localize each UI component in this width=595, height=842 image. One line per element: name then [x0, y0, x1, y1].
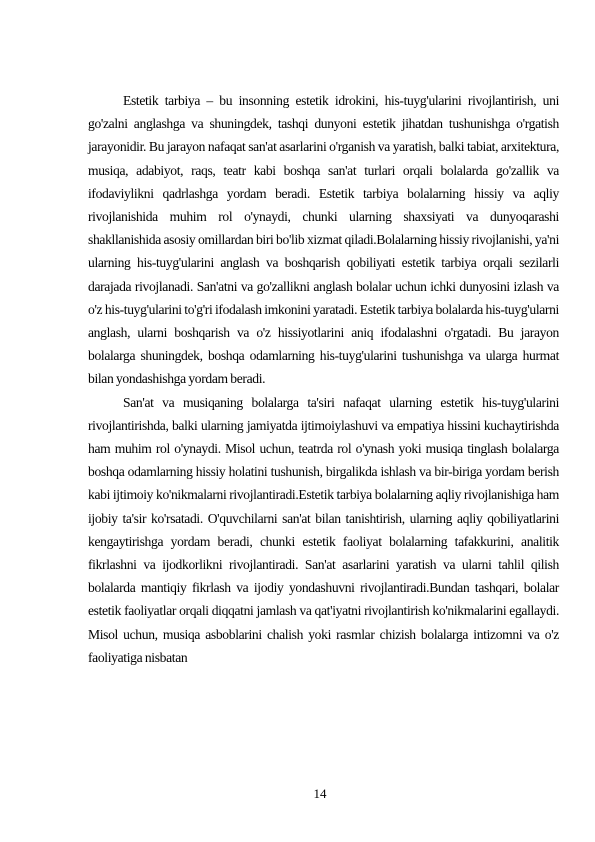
page-number: 14 [313, 786, 327, 801]
page-body [88, 89, 559, 669]
paragraph-1: Estetik tarbiya – bu insonning estetik idrokini, his-tuyg'ularini rivojlantirish, uni go'zalni anglashga va shuningdek, tashqi dunyoni estetik jihatdan tushunishga o'rgatish jarayonidir. Bu jarayon nafaqat san'at asarlarini o'rganish va yaratish, balki tabiat, arxitektura, musiqa, adabiyot, raqs, teatr kabi boshqa san'at turlari orqali bolalarda go'zallik va ifodaviylikni qadrlashga yordam beradi. Estetik tarbiya bolalarning hissiy va aqliy rivojlanishida muhim rol o'ynaydi, chunki ularning shaxsiyati va dunyoqarashi shakllanishida asosiy omillardan biri bo'lib xizmat qiladi.Bolalarning hissiy rivojlanishi, ya'ni ularning his-tuyg'ularini anglash va boshqarish qobiliyati estetik tarbiya orqali sezilarli darajada rivojlanadi. San'atni va go'zallikni anglash bolalar uchun ichki dunyosini izlash va o'z his-tuyg'ularini to'g'ri ifodalash imkonini yaratadi. Estetik tarbiya bolalarda his-tuyg'ularni anglash, ularni boshqarish va o'z hissiyotlarini aniq ifodalashni o'rgatadi. Bu jarayon bolalarga shuningdek, boshqa odamlarning his-tuyg'ularini tushunishga va ularga hurmat bilan yondashishga yordam beradi. [88, 93, 559, 387]
paragraph-2: San'at va musiqaning bolalarga ta'siri nafaqat ularning estetik his-tuyg'ularini rivojlantirishda, balki ularning jamiyatda ijtimoiylashuvi va empatiya hissini kuchaytirishda ham muhim rol o'ynaydi. Misol uchun, teatrda rol o'ynash yoki musiqa tinglash bolalarga boshqa odamlarning hissiy holatini tushunish, birgalikda ishlash va bir-biriga yordam berish kabi ijtimoiy ko'nikmalarni rivojlantiradi.Estetik tarbiya bolalarning aqliy rivojlanishiga ham ijobiy ta'sir ko'rsatadi. O'quvchilarni san'at bilan tanishtirish, ularning aqliy qobiliyatlarini kengaytirishga yordam beradi, chunki estetik faoliyat bolalarning tafakkurini, analitik fikrlashni va ijodkorlikni rivojlantiradi. San'at asarlarini yaratish va ularni tahlil qilish bolalarda mantiqiy fikrlash va ijodiy yondashuvni rivojlantiradi.Bundan tashqari, bolalar estetik faoliyatlar orqali diqqatni jamlash va qat'iyatni rivojlantirish ko'nikmalarini egallaydi. Misol uchun, musiqa asboblarini chalish yoki rasmlar chizish bolalarga intizomni va o'z faoliyatiga nisbatan [88, 394, 559, 665]
